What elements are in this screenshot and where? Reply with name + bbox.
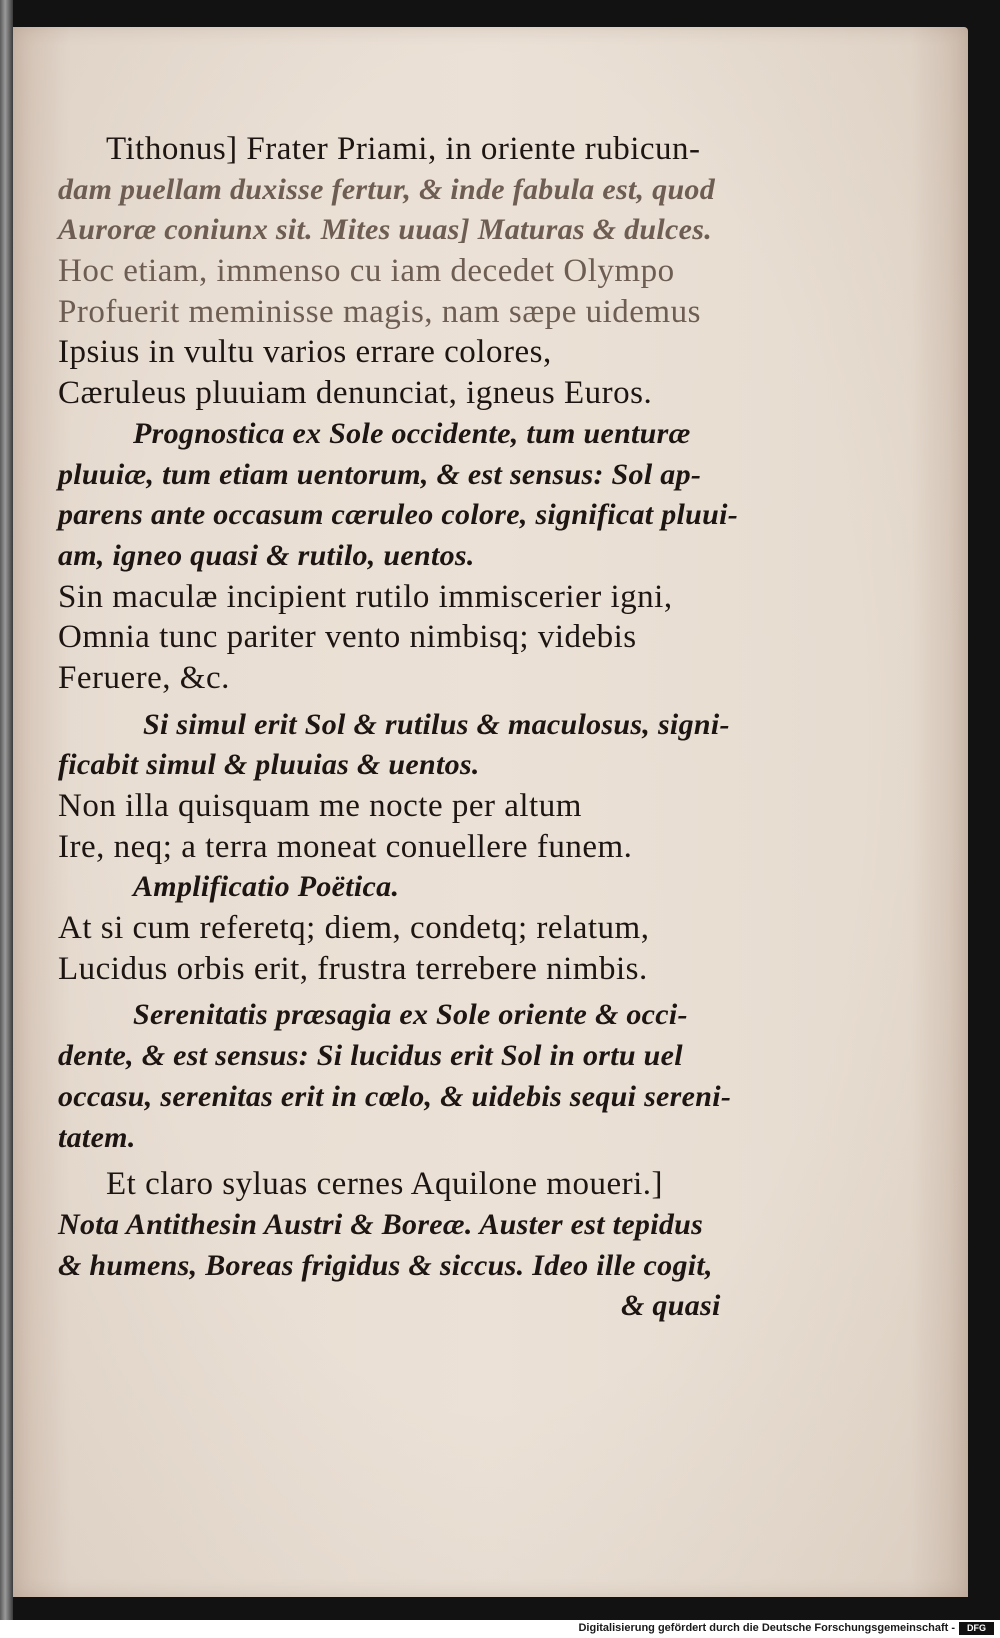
section-heading: Amplificatio Poëtica. xyxy=(133,870,400,904)
commentary-line: Serenitatis præsagia ex Sole oriente & occi- xyxy=(133,998,688,1032)
dfg-logo-icon: DFG xyxy=(959,1622,994,1635)
commentary-line: Prognostica ex Sole occidente, tum uenturæ xyxy=(133,416,691,450)
verse-line: Omnia tunc pariter vento nimbisq; videbis xyxy=(58,619,637,656)
verse-line: Ipsius in vultu varios errare colores, xyxy=(58,334,552,371)
text-line: Auroræ coniunx sit. Mites uuas] Maturas & dulces. xyxy=(58,213,713,247)
verse-line: Feruere, &c. xyxy=(58,659,230,696)
page-text xyxy=(58,129,818,1327)
verse-line: Lucidus orbis erit, frustra terrebere nimbis. xyxy=(58,950,648,987)
commentary-line: parens ante occasum cæruleo colore, significat pluui- xyxy=(58,498,739,532)
funding-credit: Digitalisierung gefördert durch die Deutsche Forschungsgemeinschaft - xyxy=(578,1622,955,1634)
book-page xyxy=(13,27,968,1597)
commentary-line: am, igneo quasi & rutilo, uentos. xyxy=(58,538,475,572)
text-line: dam puellam duxisse fertur, & inde fabula est, quod xyxy=(58,172,716,206)
verse-line: Hoc etiam, immenso cu iam decedet Olympo xyxy=(58,253,675,290)
verse-line: Et claro syluas cernes Aquilone moueri.] xyxy=(106,1166,664,1203)
commentary-line: Nota Antithesin Austri & Boreæ. Auster est tepidus xyxy=(58,1207,704,1241)
catchword: & quasi xyxy=(621,1289,721,1323)
verse-line: Sin maculæ incipient rutilo immiscerier igni, xyxy=(58,578,673,615)
verse-line: Profuerit meminisse magis, nam sæpe uidemus xyxy=(58,293,701,330)
verse-line: Ire, neq; a terra moneat conuellere funem. xyxy=(58,828,633,865)
verse-line: Non illa quisquam me nocte per altum xyxy=(58,788,582,824)
commentary-line: Si simul erit Sol & rutilus & maculosus, signi- xyxy=(143,707,730,741)
commentary-line: ficabit simul & pluuias & uentos. xyxy=(58,748,480,782)
commentary-line: tatem. xyxy=(58,1120,136,1154)
footer-bar xyxy=(0,1620,1000,1638)
commentary-line: dente, & est sensus: Si lucidus erit Sol in ortu uel xyxy=(58,1039,683,1073)
commentary-line: & humens, Boreas frigidus & siccus. Ideo ille cogit, xyxy=(58,1248,713,1282)
text-line: Tithonus] Frater Priami, in oriente rubicun- xyxy=(106,131,701,167)
commentary-line: pluuiæ, tum etiam uentorum, & est sensus: Sol ap- xyxy=(58,457,702,491)
book-edge xyxy=(0,0,13,1620)
verse-line: At si cum referetq; diem, condetq; relatum, xyxy=(58,910,650,947)
verse-line: Cæruleus pluuiam denunciat, igneus Euros. xyxy=(58,375,653,412)
commentary-line: occasu, serenitas erit in cœlo, & uidebis sequi sereni- xyxy=(58,1079,732,1113)
